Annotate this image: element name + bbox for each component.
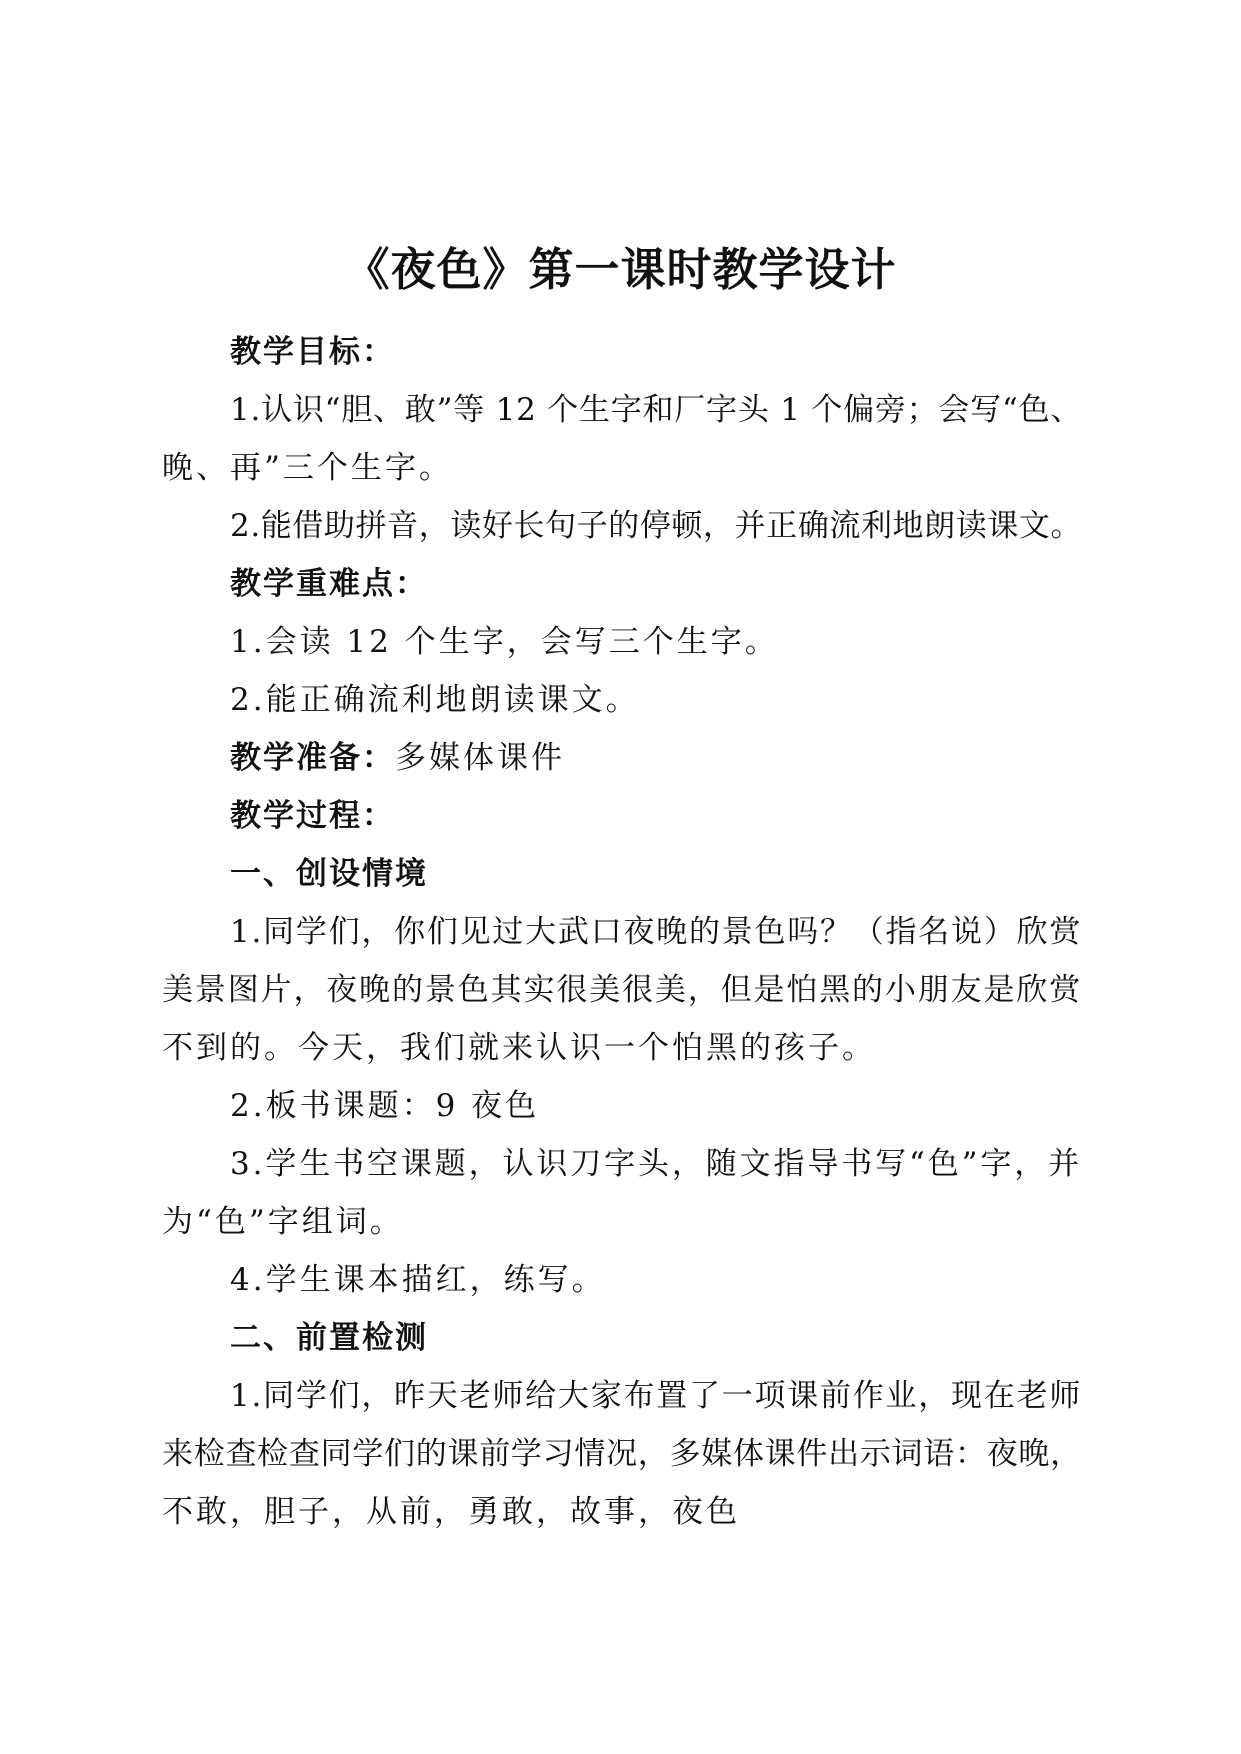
paragraph-line <box>162 1251 1082 1309</box>
line-text: 2.能借助拼音，读好长句子的停顿，并正确流利地朗读课文。 <box>230 508 1083 544</box>
line-text: 为“色”字组词。 <box>162 1204 404 1240</box>
heading-label: 教学过程： <box>230 798 395 834</box>
document-body <box>162 323 1082 1541</box>
line-text: 晚、再”三个生字。 <box>162 450 453 486</box>
paragraph-line <box>162 1367 1082 1425</box>
paragraph-line <box>162 903 1082 961</box>
heading-label: 教学目标： <box>230 334 395 370</box>
line-text: 3.学生书空课题，认识刀字头，随文指导书写“色”字，并 <box>230 1146 1083 1182</box>
heading-label: 教学准备： <box>230 740 395 776</box>
paragraph-line <box>162 613 1082 671</box>
section-heading <box>162 323 1082 381</box>
heading-label: 教学重难点： <box>230 566 428 602</box>
paragraph-line <box>162 1483 1082 1541</box>
section-heading <box>162 555 1082 613</box>
paragraph-line <box>162 671 1082 729</box>
paragraph-line <box>162 439 1082 497</box>
line-text: 1.会读 12 个生字，会写三个生字。 <box>230 624 779 660</box>
paragraph-line <box>162 1135 1082 1193</box>
paragraph-line <box>162 381 1082 439</box>
paragraph-line <box>162 497 1082 555</box>
section-heading <box>162 787 1082 845</box>
line-text: 不敢，胆子，从前，勇敢，故事，夜色 <box>162 1494 740 1530</box>
document-title: 《夜色》第一课时教学设计 <box>344 243 897 296</box>
line-text: 多媒体课件 <box>395 740 565 776</box>
section-heading <box>162 845 1082 903</box>
line-text: 1.同学们，你们见过大武口夜晚的景色吗？（指名说）欣赏 <box>230 914 1083 950</box>
line-text: 2.板书课题：9 夜色 <box>230 1088 540 1124</box>
paragraph-line <box>162 1193 1082 1251</box>
line-text: 美景图片，夜晚的景色其实很美很美，但是怕黑的小朋友是欣赏 <box>162 972 1083 1008</box>
paragraph-line <box>162 729 1082 787</box>
paragraph-line <box>162 1077 1082 1135</box>
paragraph-line <box>162 1425 1082 1483</box>
line-text: 1.认识“胆、敢”等 12 个生字和厂字头 1 个偏旁；会写“色、 <box>230 392 1083 428</box>
heading-label: 二、前置检测 <box>230 1320 428 1356</box>
line-text: 不到的。今天，我们就来认识一个怕黑的孩子。 <box>162 1030 876 1066</box>
line-text: 2.能正确流利地朗读课文。 <box>230 682 640 718</box>
line-text: 来检查检查同学们的课前学习情况，多媒体课件出示词语：夜晚， <box>162 1436 1082 1472</box>
paragraph-line <box>162 1019 1082 1077</box>
line-text: 4.学生课本描红，练写。 <box>230 1262 606 1298</box>
line-text: 1.同学们，昨天老师给大家布置了一项课前作业，现在老师 <box>230 1378 1083 1414</box>
heading-label: 一、创设情境 <box>230 856 428 892</box>
section-heading <box>162 1309 1082 1367</box>
paragraph-line <box>162 961 1082 1019</box>
